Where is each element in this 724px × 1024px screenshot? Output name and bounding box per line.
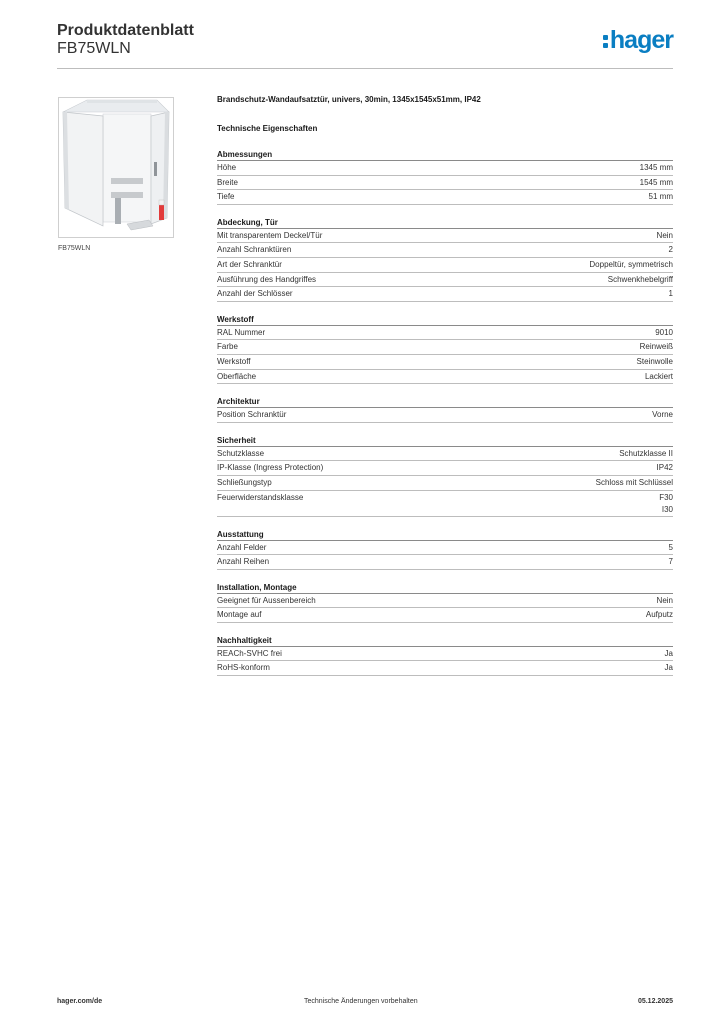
cabinet-illustration: [59, 98, 173, 237]
section-title: Technische Eigenschaften: [217, 124, 318, 133]
property-value: Lackiert: [644, 371, 673, 381]
property-value: Steinwolle: [636, 356, 673, 366]
group-spacer: [217, 517, 673, 527]
group-spacer: [217, 302, 673, 312]
property-value: 1545 mm: [639, 177, 673, 187]
property-value: Aufputz: [645, 610, 673, 620]
property-label: Mit transparentem Deckel/Tür: [217, 230, 323, 240]
property-row: [217, 555, 673, 570]
property-label: Anzahl der Schlösser: [217, 289, 293, 299]
group-title: Abdeckung, Tür: [217, 215, 673, 229]
property-value: Ja: [664, 648, 673, 658]
property-label: Schließungstyp: [217, 477, 272, 487]
group-spacer: [217, 570, 673, 580]
property-row: [217, 408, 673, 423]
property-row: [217, 258, 673, 273]
property-label: IP-Klasse (Ingress Protection): [217, 463, 324, 473]
property-value: Nein: [656, 595, 673, 605]
property-label: Tiefe: [217, 192, 235, 202]
property-value: Ja: [664, 663, 673, 673]
property-value: Schloss mit Schlüssel: [595, 477, 673, 487]
property-label: Art der Schranktür: [217, 259, 282, 269]
property-value: IP42: [656, 463, 673, 473]
property-groups: [217, 147, 673, 676]
property-row: [217, 461, 673, 476]
product-code: FB75WLN: [57, 40, 131, 57]
group-title: Werkstoff: [217, 312, 673, 326]
group-spacer: [217, 623, 673, 633]
property-row: [217, 340, 673, 355]
property-label: Breite: [217, 177, 238, 187]
property-label: Geeignet für Aussenbereich: [217, 595, 316, 605]
property-value: 1345 mm: [639, 163, 673, 172]
header-divider: [57, 68, 673, 69]
property-value-line: F30: [659, 492, 673, 502]
property-value-line: I30: [661, 504, 673, 514]
property-row: [217, 447, 673, 462]
property-value: 2: [668, 245, 673, 255]
property-value: [659, 492, 673, 516]
product-description: Brandschutz-Wandaufsatztür, univers, 30min, 1345x1545x51mm, IP42: [217, 95, 481, 104]
property-label: Höhe: [217, 163, 237, 172]
group-spacer: [217, 423, 673, 433]
property-label: Oberfläche: [217, 371, 257, 381]
footer-website: hager.com/de: [57, 998, 103, 1005]
property-value: Schwenkhebelgriff: [607, 274, 673, 284]
group-title: Installation, Montage: [217, 580, 673, 594]
property-row: [217, 647, 673, 662]
property-value: Vorne: [652, 410, 673, 420]
property-label: Farbe: [217, 342, 238, 352]
property-row: [217, 370, 673, 385]
property-value: 9010: [655, 327, 673, 337]
footer-date: 05.12.2025: [637, 998, 673, 1005]
group-title: Abmessungen: [217, 147, 673, 161]
property-value: 1: [668, 289, 673, 299]
property-row: [217, 190, 673, 205]
footer-notice: Technische Änderungen vorbehalten: [304, 998, 418, 1005]
property-row: [217, 608, 673, 623]
property-row: [217, 355, 673, 370]
property-row: [217, 541, 673, 556]
property-label: Feuerwiderstandsklasse: [217, 492, 304, 502]
property-row: [217, 176, 673, 191]
property-row: [217, 273, 673, 288]
property-label: Anzahl Schranktüren: [217, 245, 292, 255]
property-value: 7: [668, 557, 673, 567]
product-image: [58, 97, 174, 238]
property-row: [217, 287, 673, 302]
property-row: [217, 476, 673, 491]
property-value: Schutzklasse II: [619, 448, 673, 458]
property-row: [217, 661, 673, 676]
group-title: Nachhaltigkeit: [217, 633, 673, 647]
property-label: Schutzklasse: [217, 448, 265, 458]
property-row: [217, 161, 673, 176]
property-row: [217, 491, 673, 517]
logo-dots-icon: [603, 33, 609, 49]
property-row: [217, 243, 673, 258]
property-row: [217, 229, 673, 244]
group-title: Sicherheit: [217, 433, 673, 447]
page-title: Produktdatenblatt: [57, 22, 194, 39]
group-title: Ausstattung: [217, 527, 673, 541]
group-spacer: [217, 384, 673, 394]
property-value: Nein: [656, 230, 673, 240]
page-header: [57, 20, 673, 70]
property-label: RAL Nummer: [217, 327, 266, 337]
property-label: REACh-SVHC frei: [217, 648, 282, 658]
logo-text: hager: [609, 26, 673, 54]
property-row: [217, 326, 673, 341]
property-label: Montage auf: [217, 610, 262, 620]
property-value: Doppeltür, symmetrisch: [589, 259, 673, 269]
property-value: 51 mm: [648, 192, 673, 202]
product-details: [217, 94, 673, 676]
property-label: Anzahl Felder: [217, 542, 267, 552]
image-caption: FB75WLN: [58, 245, 91, 252]
property-value: Reinweiß: [639, 342, 673, 352]
property-value: 5: [668, 542, 673, 552]
property-label: Position Schranktür: [217, 410, 287, 420]
group-title: Architektur: [217, 394, 673, 408]
group-spacer: [217, 205, 673, 215]
property-label: RoHS-konform: [217, 663, 270, 673]
property-label: Werkstoff: [217, 356, 251, 366]
hager-logo: [603, 26, 673, 55]
property-row: [217, 594, 673, 609]
property-label: Ausführung des Handgriffes: [217, 274, 317, 284]
property-label: Anzahl Reihen: [217, 557, 270, 567]
